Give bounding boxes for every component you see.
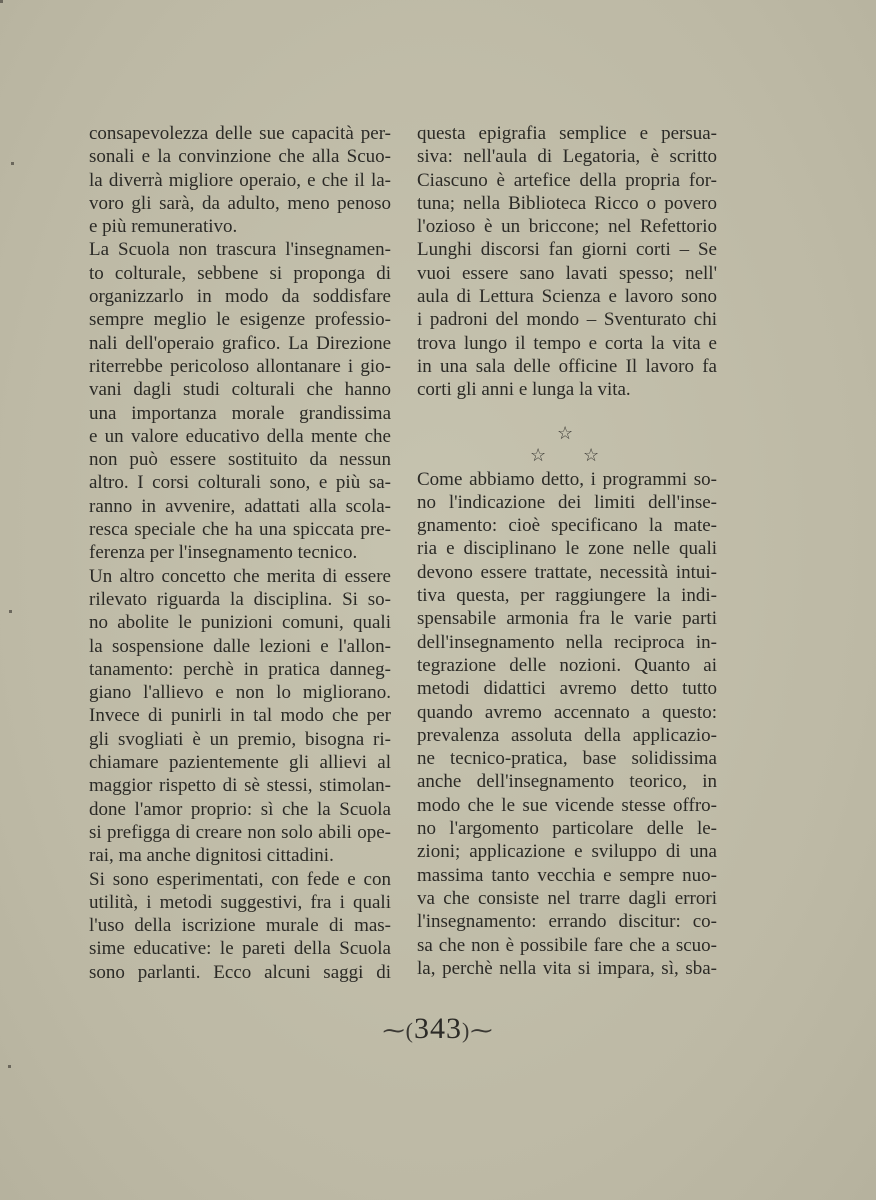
text-line: sempre meglio le esigenze professio- — [89, 309, 391, 331]
text-line: i padroni del mondo – Sventurato chi — [417, 309, 717, 331]
text-line: tegrazione delle nozioni. Quanto ai — [417, 654, 717, 676]
text-line: questa epigrafia semplice e persua- — [417, 123, 717, 144]
text-line: anche dell'insegnamento teorico, in — [417, 771, 717, 793]
text-line: nali dell'operaio grafico. La Direzione — [89, 332, 391, 354]
text-line: e un valore educativo della mente che — [89, 425, 391, 447]
text-line: prevalenza assoluta della applicazio- — [417, 724, 717, 746]
text-line: sime educative: le pareti della Scuola — [89, 938, 391, 960]
text-line: no abolite le punizioni comuni, quali — [89, 612, 391, 634]
scan-mark — [11, 162, 14, 165]
text-line: siva: nell'aula di Legatoria, è scritto — [417, 146, 717, 168]
text-line: si prefigga di creare non solo abili ope- — [89, 821, 391, 843]
scan-mark — [0, 0, 3, 3]
text-line: la diverrà migliore operaio, e che il la- — [89, 169, 391, 191]
text-line: Ciascuno è artefice della propria for- — [417, 169, 717, 191]
text-line: La Scuola non trascura l'insegnamen- — [89, 239, 391, 261]
text-line: Come abbiamo detto, i programmi so- — [417, 468, 717, 490]
text-line: altro. I corsi colturali sono, e più sa- — [89, 472, 391, 494]
text-line: corti gli anni e lunga la vita. — [417, 379, 631, 401]
star-icon: ☆ — [583, 445, 600, 465]
text-line: aula di Lettura Scienza e lavoro sono — [417, 286, 717, 308]
text-line: zioni; applicazione e sviluppo di una — [417, 841, 717, 863]
text-line: chiamare pazientemente gli allievi al — [89, 752, 391, 774]
text-line: ria e disciplinano le zone nelle quali — [417, 538, 717, 560]
right-text-column — [417, 122, 717, 980]
text-line: massima tanto vecchia e sempre nuo- — [417, 864, 717, 886]
page-number-value: 343 — [414, 1012, 462, 1045]
scan-mark — [9, 610, 12, 613]
text-line: rilevato riguarda la disciplina. Si so- — [89, 588, 391, 610]
text-line: resca speciale che ha una spiccata pre- — [89, 519, 391, 541]
text-line: sono parlanti. Ecco alcuni saggi di — [89, 961, 391, 983]
text-line: va che consiste nel trarre dagli errori — [417, 887, 717, 909]
text-line: vuoi essere sano lavati spesso; nell' — [417, 262, 717, 284]
text-line: Invece di punirli in tal modo che per — [89, 705, 391, 727]
section-separator-stars — [520, 420, 620, 470]
text-line: no l'indicazione dei limiti dell'inse- — [417, 491, 717, 513]
text-line: e più remunerativo. — [89, 216, 238, 238]
text-line: voro gli sarà, da adulto, meno penoso — [89, 192, 391, 214]
text-line: organizzarlo in modo da soddisfare — [89, 286, 391, 308]
text-line: spensabile armonia fra le varie parti — [417, 608, 717, 630]
text-line: ferenza per l'insegnamento tecnico. — [89, 542, 358, 564]
text-line: vani dagli studi colturali che hanno — [89, 379, 391, 401]
text-line: ranno in avvenire, adattati alla scola- — [89, 495, 391, 517]
text-line: Un altro concetto che merita di essere — [89, 565, 391, 587]
text-line: non può essere sostituito da nessun — [89, 449, 391, 471]
text-line: tiva questa, per raggiungere la indi- — [417, 585, 717, 607]
text-line: gli svogliati è un premio, bisogna ri- — [89, 728, 391, 750]
text-line: utilità, i metodi suggestivi, fra i quali — [89, 891, 391, 913]
text-line: gnamento: cioè specificano la mate- — [417, 515, 717, 537]
text-line: quando avremo accennato a questo: — [417, 701, 717, 723]
text-line: tanamento: perchè in pratica danneg- — [89, 658, 391, 680]
text-line: sonali e la convinzione che alla Scuo- — [89, 146, 391, 168]
text-line: sa che non è possibile fare che a scuo- — [417, 934, 717, 956]
text-line: modo che le sue vicende stesse offro- — [417, 794, 717, 816]
text-line: tuna; nella Biblioteca Ricco o povero — [417, 192, 717, 214]
text-line: l'ozioso è un briccone; nel Refettorio — [417, 216, 717, 238]
text-line: rai, ma anche dignitosi cittadini. — [89, 845, 334, 867]
text-line: l'uso della iscrizione murale di mas- — [89, 915, 391, 937]
star-icon: ☆ — [530, 445, 547, 465]
text-line: la sospensione dalle lezioni e l'allon- — [89, 635, 391, 657]
text-line: metodi didattici avremo detto tutto — [417, 678, 717, 700]
text-line: Lunghi discorsi fan giorni corti – Se — [417, 239, 717, 261]
text-line: Si sono esperimentati, con fede e con — [89, 868, 391, 890]
text-line: in una sala delle officine Il lavoro fa — [417, 355, 717, 377]
scan-mark — [8, 1065, 11, 1068]
text-line: devono essere trattate, necessità intui- — [417, 561, 717, 583]
page-number — [0, 1012, 876, 1046]
text-line: done l'amor proprio: sì che la Scuola — [89, 798, 391, 820]
text-line: trova lungo il tempo e corta la vita e — [417, 332, 717, 354]
text-line: consapevolezza delle sue capacità per- — [89, 123, 391, 144]
left-text-column — [89, 122, 391, 984]
text-line: maggior rispetto di sè stessi, stimolan- — [89, 775, 391, 797]
text-line: la, perchè nella vita si impara, sì, sba- — [417, 957, 717, 979]
star-icon: ☆ — [557, 423, 574, 443]
text-line: una importanza morale grandissima — [89, 402, 391, 424]
text-line: to colturale, sebbene si proponga di — [89, 262, 391, 284]
text-line: riterrebbe pericoloso allontanare i gio- — [89, 355, 391, 377]
ornament-right: )⁓ — [462, 1018, 494, 1043]
text-line: l'insegnamento: errando discitur: co- — [417, 911, 717, 933]
text-line: giano l'allievo e non lo migliorano. — [89, 682, 391, 704]
text-line: ne tecnico-pratica, base solidissima — [417, 748, 717, 770]
text-line: dell'insegnamento nella reciproca in- — [417, 631, 717, 653]
text-line: no l'argomento particolare delle le- — [417, 818, 717, 840]
ornament-left: ⁓( — [382, 1018, 414, 1043]
